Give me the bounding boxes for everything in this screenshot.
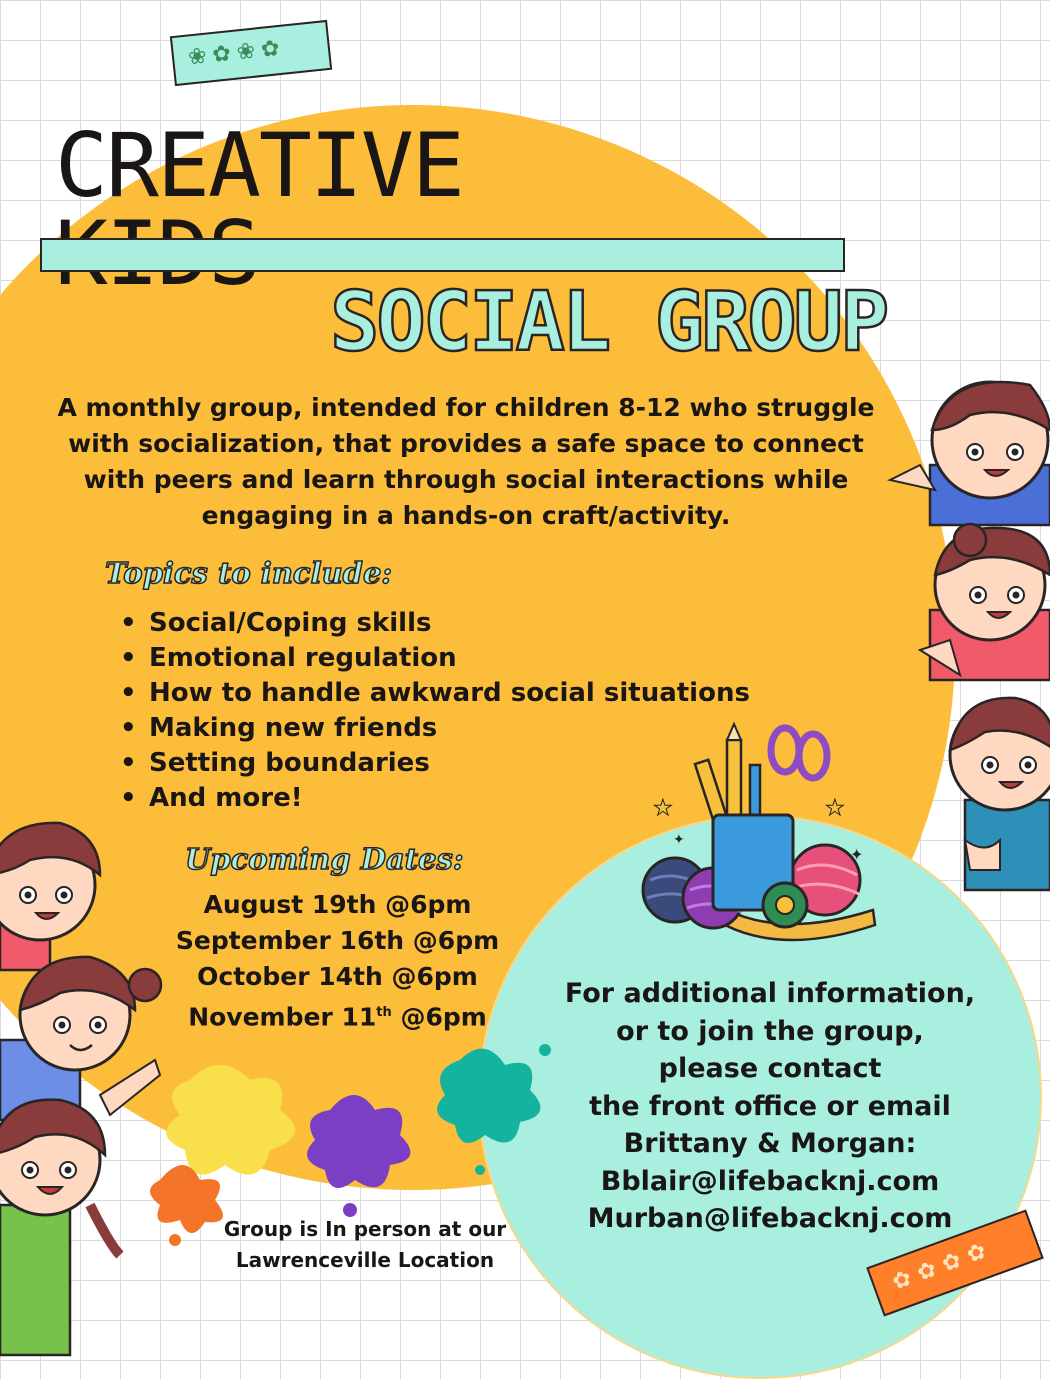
art-supplies-cup-icon: [635, 720, 885, 960]
topic-item: • Setting boundaries: [120, 746, 750, 781]
washi-tape-floral-icon: ❀✿❀✿: [170, 20, 332, 86]
title-social-group: SOCIAL GROUP: [330, 275, 887, 370]
contact-line: please contact: [658, 1053, 882, 1084]
title-divider-bar: [40, 238, 845, 272]
contact-info: [555, 975, 985, 1238]
svg-text:★: ★: [653, 796, 673, 821]
dates-heading: Upcoming Dates:: [185, 842, 464, 876]
kids-peeking-right-icon: [890, 370, 1050, 920]
topic-item: • How to handle awkward social situations: [120, 676, 750, 711]
contact-line: For additional information,: [564, 978, 976, 1009]
washi-tape-orange-icon: ✿✿✿✿: [866, 1209, 1044, 1316]
topic-item: • Making new friends: [120, 711, 750, 746]
date-item: August 19th @6pm: [203, 890, 472, 919]
svg-text:★: ★: [825, 796, 845, 821]
topic-item: • Emotional regulation: [120, 641, 750, 676]
title-creative-kids: CREATIVE: [55, 114, 463, 217]
email-murban: Murban@lifebacknj.com: [587, 1203, 953, 1234]
date-item: October 14th @6pm: [197, 962, 478, 991]
topic-item: • Social/Coping skills: [120, 606, 750, 641]
intro-paragraph: A monthly group, intended for children 8-12 who struggle with socialization, that provides a safe space to connect with peers and learn through social interactions while engaging in a hands-on craft/activity.: [57, 393, 875, 530]
topic-item: • And more!: [120, 781, 750, 816]
date-item: September 16th @6pm: [175, 926, 500, 955]
location-line: Group is In person at our: [223, 1217, 507, 1241]
contact-line: Brittany & Morgan:: [623, 1128, 917, 1159]
email-bblair: Bblair@lifebacknj.com: [600, 1165, 940, 1197]
kids-peeking-left-icon: [0, 815, 170, 1355]
svg-text:✦: ✦: [673, 832, 685, 848]
location-line: Lawrenceville Location: [235, 1248, 495, 1272]
contact-line: or to join the group,: [616, 1015, 924, 1047]
dates-list: [160, 887, 515, 1031]
topics-heading: Topics to include:: [105, 556, 393, 590]
contact-line: the front office or email: [589, 1090, 951, 1122]
date-item: November 11th @6pm: [188, 1002, 487, 1032]
paint-splatters-icon: [130, 1040, 570, 1260]
svg-text:✦: ✦: [850, 845, 864, 864]
